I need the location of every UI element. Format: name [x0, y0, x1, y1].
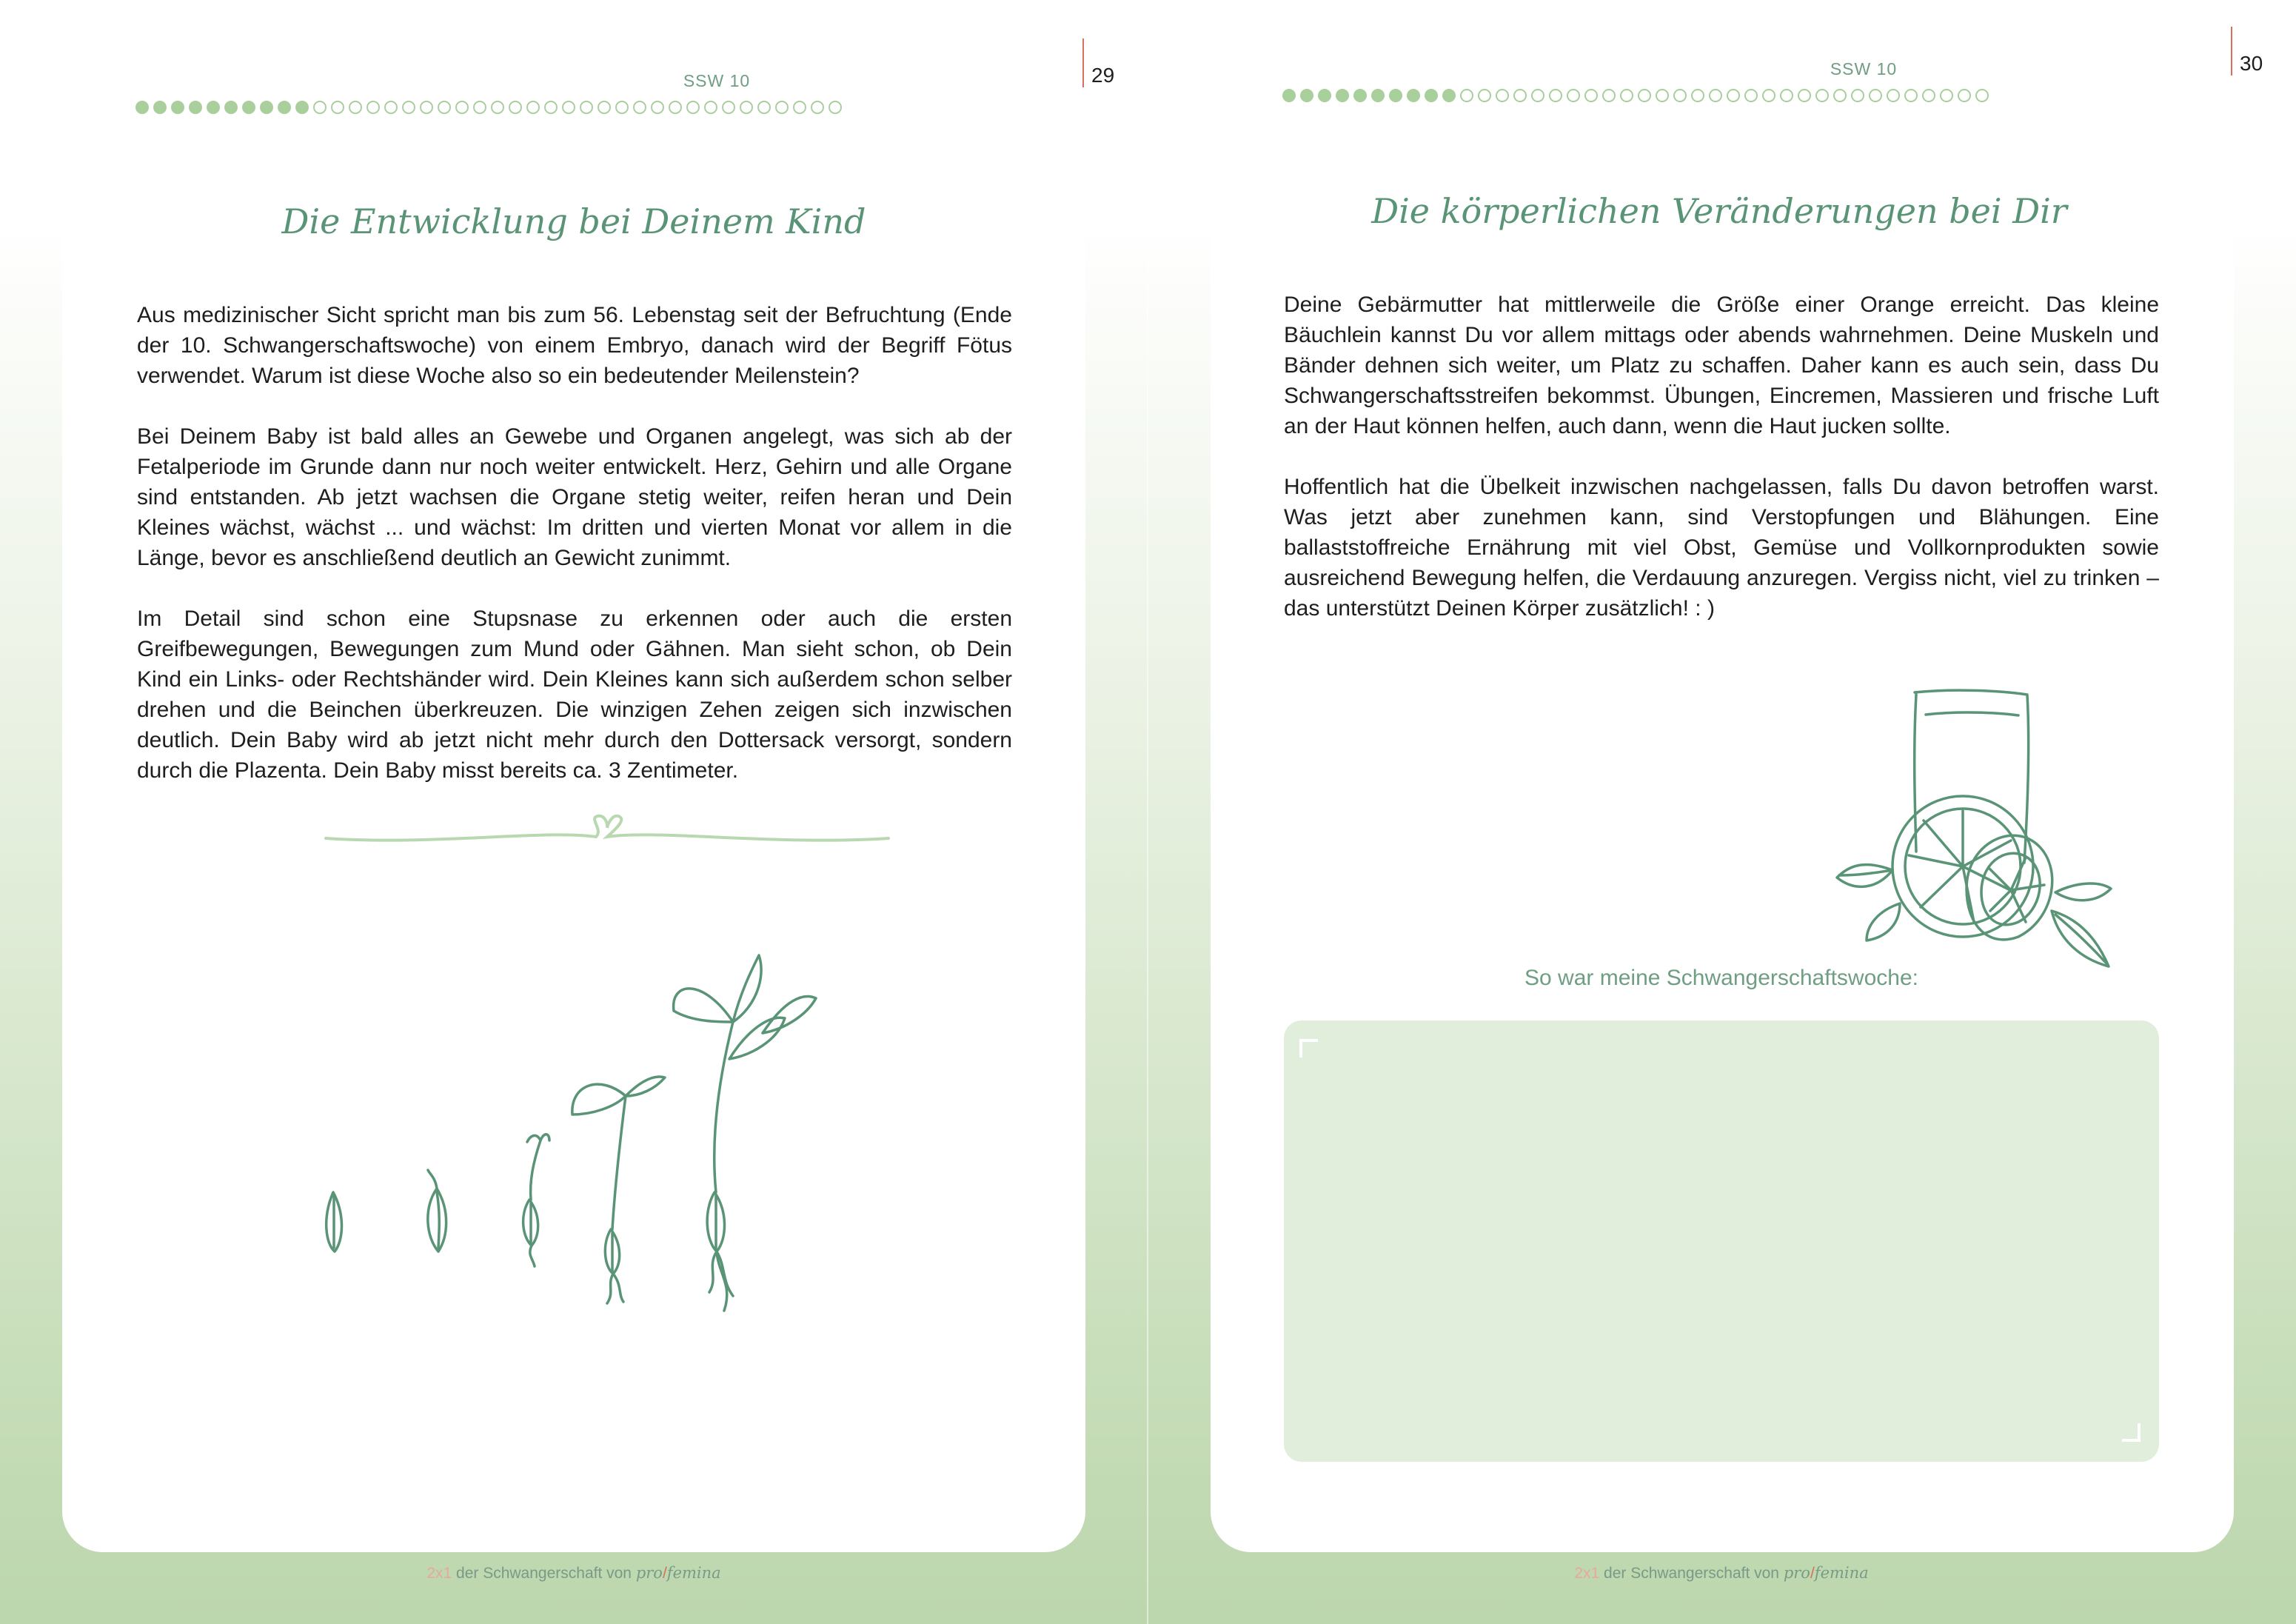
- progress-dot-empty: [1940, 89, 1953, 102]
- progress-dot-empty: [562, 101, 575, 114]
- footer-text: der Schwangerschaft von: [1599, 1565, 1784, 1582]
- progress-dot-empty: [1780, 89, 1793, 102]
- progress-dot-filled: [171, 101, 184, 114]
- progress-dot-empty: [420, 101, 433, 114]
- progress-dot-empty: [740, 101, 753, 114]
- body-text: [137, 300, 1012, 816]
- journal-prompt: So war meine Schwangerschaftswoche:: [1524, 966, 1918, 990]
- progress-dot-empty: [384, 101, 398, 114]
- page-number-marker: [2231, 27, 2232, 76]
- week-label: SSW 10: [1830, 59, 1898, 78]
- progress-dot-empty: [331, 101, 344, 114]
- paragraph: Hoffentlich hat die Übelkeit inzwischen nachgelassen, falls Du davon betroffen warst. Was jetzt aber zunehmen kann, sind Verstopfungen und Blähungen. Eine ballaststoffreiche Ernährung mit viel Obst, Gemüse und Vollkornprodukten sowie ausreichend Bewegung helfen, die Verdauung anzuregen. Vergiss nicht, viel zu trinken – das unterstützt Deinen Körper zusätzlich! : ): [1284, 475, 2159, 621]
- progress-dot-empty: [526, 101, 540, 114]
- progress-dot-empty: [1958, 89, 1971, 102]
- footer-brand: pro: [635, 1564, 663, 1582]
- progress-dot-empty: [757, 101, 771, 114]
- progress-dot-empty: [633, 101, 646, 114]
- progress-dot-empty: [455, 101, 469, 114]
- progress-dot-empty: [1673, 89, 1687, 102]
- progress-dot-empty: [1833, 89, 1847, 102]
- paragraph: Deine Gebärmutter hat mittlerweile die Größe einer Orange erreicht. Das kleine Bäuchlein kannst Du vor allem mittags oder abends wahrnehmen. Deine Muskeln und Bänder dehnen sich weiter, um Platz zu schaffen. Daher kann es auch sein, dass Du Schwangerschaftsstreifen bekommst. Übungen, Eincremen, Massieren und frische Luft an der Haut können helfen, auch dann, wenn die Haut jucken sollte.: [1284, 293, 2159, 438]
- section-heading: Die körperlichen Veränderungen bei Dir: [1371, 191, 2067, 231]
- week-progress-dots: [1282, 89, 1989, 102]
- paragraph: Im Detail sind schon eine Stupsnase zu erkennen oder auch die ersten Greifbewegungen, Bewegungen zum Mund oder Gähnen. Man sieht schon, ob Dein Kind ein Links- oder Rechtshänder wird. Dein Kleines kann sich außerdem schon selber drehen und die Beinchen überkreuzen. Die winzigen Zehen zeigen sich inzwischen deutlich. Dein Baby wird ab jetzt nicht mehr durch den Dottersack versorgt, sondern durch die Plazenta. Dein Baby misst bereits ca. 3 Zentimeter.: [137, 607, 1012, 783]
- footer-text: der Schwangerschaft von: [452, 1565, 636, 1582]
- progress-dot-filled: [153, 101, 167, 114]
- progress-dot-filled: [1300, 89, 1313, 102]
- week-label: SSW 10: [683, 71, 751, 90]
- corner-top-left-icon: [1299, 1038, 1318, 1057]
- progress-dot-empty: [1869, 89, 1882, 102]
- progress-dot-filled: [260, 101, 273, 114]
- progress-dot-empty: [473, 101, 486, 114]
- progress-dot-empty: [1887, 89, 1900, 102]
- progress-dot-filled: [1389, 89, 1402, 102]
- footer-brand: pro: [1783, 1564, 1810, 1582]
- page-number: 29: [1091, 64, 1115, 87]
- journal-notes-box[interactable]: [1284, 1020, 2159, 1462]
- progress-dot-empty: [313, 101, 327, 114]
- progress-dot-empty: [491, 101, 504, 114]
- progress-dot-empty: [544, 101, 558, 114]
- progress-dot-filled: [1442, 89, 1456, 102]
- progress-dot-empty: [367, 101, 380, 114]
- progress-dot-empty: [669, 101, 682, 114]
- progress-dot-empty: [1798, 89, 1811, 102]
- footer-brand: femina: [1814, 1564, 1869, 1582]
- progress-dot-empty: [829, 101, 842, 114]
- footer-brand-slash: /: [662, 1565, 667, 1582]
- progress-dot-empty: [1638, 89, 1651, 102]
- progress-dot-empty: [651, 101, 664, 114]
- progress-dot-filled: [1425, 89, 1438, 102]
- progress-dot-empty: [598, 101, 611, 114]
- progress-dot-filled: [1282, 89, 1296, 102]
- progress-dot-filled: [1336, 89, 1349, 102]
- progress-dot-empty: [1922, 89, 1935, 102]
- progress-dot-empty: [1904, 89, 1918, 102]
- progress-dot-empty: [686, 101, 700, 114]
- progress-dot-empty: [1496, 89, 1509, 102]
- orange-glass-icon: [1833, 681, 2144, 978]
- heart-divider-icon: [322, 807, 892, 852]
- corner-bottom-right-icon: [2122, 1423, 2141, 1443]
- progress-dot-empty: [1744, 89, 1758, 102]
- progress-dot-empty: [1975, 89, 1989, 102]
- page-footer: [1462, 1564, 1981, 1583]
- progress-dot-empty: [1727, 89, 1740, 102]
- progress-dot-empty: [1602, 89, 1616, 102]
- progress-dot-empty: [509, 101, 522, 114]
- progress-dot-empty: [722, 101, 735, 114]
- progress-dot-filled: [242, 101, 255, 114]
- progress-dot-empty: [1567, 89, 1580, 102]
- progress-dot-empty: [402, 101, 415, 114]
- footer-edition: 2x1: [1574, 1565, 1600, 1582]
- progress-dot-empty: [1620, 89, 1633, 102]
- progress-dot-filled: [1371, 89, 1385, 102]
- progress-dot-empty: [438, 101, 451, 114]
- progress-dot-filled: [135, 101, 149, 114]
- progress-dot-empty: [1584, 89, 1598, 102]
- progress-dot-empty: [1709, 89, 1722, 102]
- page-number: 30: [2240, 52, 2263, 75]
- progress-dot-empty: [1691, 89, 1704, 102]
- paragraph: Aus medizinischer Sicht spricht man bis zum 56. Lebenstag seit der Befruchtung (Ende der 10. Schwangerschaftswoche) von einem Embryo, danach wird der Begriff Fötus verwendet. Warum ist diese Woche also so ein bedeutender Meilenstein?: [137, 303, 1012, 388]
- page-footer: [315, 1564, 833, 1583]
- progress-dot-empty: [615, 101, 629, 114]
- progress-dot-empty: [704, 101, 717, 114]
- progress-dot-empty: [1815, 89, 1829, 102]
- week-progress-dots: [135, 101, 842, 114]
- seedling-growth-icon: [318, 948, 837, 1318]
- right-page: [1148, 0, 2296, 1624]
- progress-dot-empty: [1460, 89, 1473, 102]
- progress-dot-empty: [1549, 89, 1562, 102]
- section-heading: Die Entwicklung bei Deinem Kind: [281, 201, 866, 241]
- progress-dot-filled: [189, 101, 202, 114]
- progress-dot-empty: [1762, 89, 1775, 102]
- progress-dot-filled: [295, 101, 309, 114]
- page-number-marker: [1082, 39, 1084, 87]
- body-text: [1284, 290, 2159, 654]
- progress-dot-empty: [1656, 89, 1669, 102]
- progress-dot-filled: [1407, 89, 1420, 102]
- progress-dot-empty: [349, 101, 362, 114]
- progress-dot-empty: [1531, 89, 1544, 102]
- progress-dot-empty: [1513, 89, 1527, 102]
- footer-brand: femina: [666, 1564, 721, 1582]
- progress-dot-empty: [1478, 89, 1491, 102]
- progress-dot-empty: [580, 101, 593, 114]
- progress-dot-empty: [775, 101, 789, 114]
- footer-brand-slash: /: [1810, 1565, 1815, 1582]
- paragraph: Bei Deinem Baby ist bald alles an Gewebe und Organen angelegt, was sich ab der Fetalperiode im Grunde dann nur noch weiter entwickelt. Herz, Gehirn und alle Organe sind entstanden. Ab jetzt wachsen die Organe stetig weiter, reifen heran und Dein Kleines wächst, wächst ... und wächst: Im dritten und vierten Monat vor allem in die Länge, bevor es anschließend deutlich an Gewicht zunimmt.: [137, 424, 1012, 570]
- progress-dot-empty: [1851, 89, 1864, 102]
- progress-dot-empty: [811, 101, 824, 114]
- progress-dot-filled: [224, 101, 238, 114]
- progress-dot-empty: [793, 101, 806, 114]
- progress-dot-filled: [1353, 89, 1367, 102]
- progress-dot-filled: [207, 101, 220, 114]
- progress-dot-filled: [278, 101, 291, 114]
- footer-edition: 2x1: [426, 1565, 452, 1582]
- progress-dot-filled: [1318, 89, 1331, 102]
